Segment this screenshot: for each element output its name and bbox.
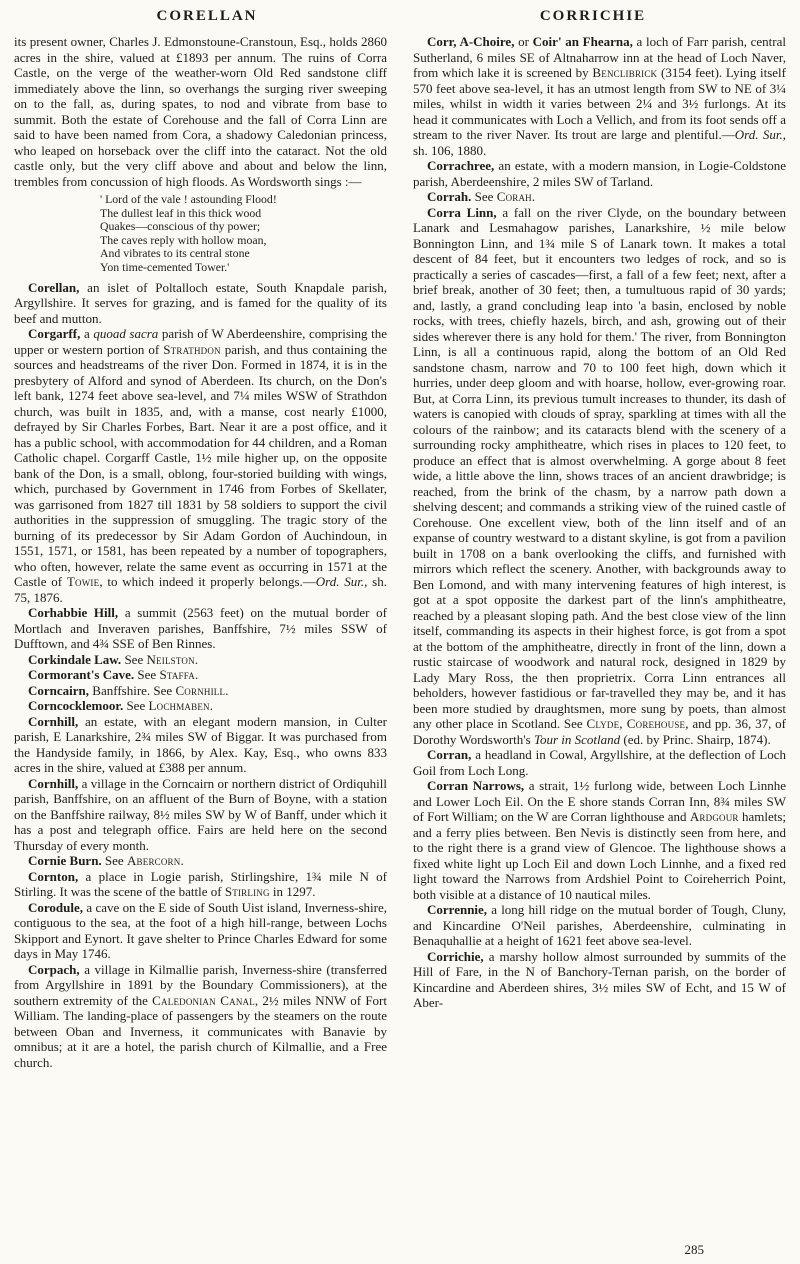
entry-headword: Corr, A-Choire, (427, 34, 515, 49)
cross-reference: Staffa. (159, 667, 199, 683)
entry-text: or (514, 34, 533, 49)
entry-corpach (14, 962, 387, 1071)
verse-line: Yon time-cemented Tower.' (100, 259, 230, 274)
entry-headword: Corra Linn, (427, 204, 497, 220)
entry-corncairn (14, 683, 387, 699)
entry-cornhill-village (14, 776, 387, 854)
left-column (14, 34, 387, 1070)
entry-text: its present owner, Charles J. Edmonstoune-Cranstoun, Esq., holds 2860 acres in the shire, valued at £1893 per annum. The ruins of Corra Castle, on the verge of the weather-worn Old Red sandstone cliff immediately above the linn, so overhangs the surging river sweeping on to the fall, as, during spates, to nod and vibrate from base to summit. Both the estate of Corehouse and the fall of Corra Linn are said to have been named from Cora, a shadowy Caledonian princess, who leaped on horseback over the cliff into the cataract. Not the old castle only, but the very cliff above and about and below the linn, trembles from concussion of high floods. As Wordsworth sings :— (14, 34, 387, 189)
entry-text: See (134, 667, 160, 683)
entry-headword: Corrachree, (427, 158, 495, 173)
entry-text: parish of W Aberdeenshire, comprising the upper or western portion of (14, 326, 388, 357)
entry-headword: Corodule, (28, 899, 84, 915)
cross-reference: Cornhill. (175, 682, 229, 698)
entry-headword: Corhabbie Hill, (28, 605, 119, 621)
entry-continuation (14, 34, 387, 189)
entry-corran-narrows (413, 778, 786, 902)
entry-headword: Coir' an Fhearna, (532, 34, 633, 49)
right-column (413, 34, 786, 1070)
entry-headword: Cornhill, (28, 713, 79, 729)
cross-reference: Lochmaben. (148, 698, 214, 714)
entry-corodule (14, 900, 387, 962)
entry-headword: Corgarff, (28, 326, 81, 342)
entry-citation: Ord. Sur., (734, 127, 786, 142)
entry-headword: Corrennie, (427, 902, 488, 917)
entry-text: a place in Logie parish, Stirlingshire, 1¾ mile N of Stirling. It was the scene of the battle of (14, 868, 387, 900)
entry-headword: Corncocklemoor. (28, 698, 124, 714)
entry-corgarff (14, 326, 387, 605)
verse-line: ' Lord of the vale ! astounding Flood! (100, 192, 277, 206)
entry-text: Banffshire. See (89, 682, 176, 698)
entry-text: See (471, 189, 497, 204)
entry-corrachree (413, 158, 786, 189)
entry-corellan (14, 280, 387, 327)
entry-corran (413, 747, 786, 778)
cross-reference: Strathdon (163, 341, 221, 357)
entry-text: hamlets; and a ferry plies between. Ben Nevis is distinctly seen from here, and to the right there is a grand view of Glencoe. The lighthouse shows a fixed white light up Loch Eil and down Loch Linnhe, and a fixed red light toward the Narrows from Ardshiel Point to Coireherrich Point, both visible at a distance of 10 nautical miles. (413, 809, 786, 902)
text-columns (14, 34, 786, 1070)
entry-text: an estate, with an elegant modern mansion, in Culter parish, E Lanarkshire, 2¾ miles SW of Biggar. It was purchased from the Handyside family, in 1866, by Alex. Kay, Esq., who owns 833 acres in the shire, valued at £388 per annum. (14, 713, 387, 776)
entry-text: a long hill ridge on the mutual border of Tough, Cluny, and Kincardine O'Neil parishes, Aberdeenshire, culminating in Benaquhallie at a height of 1621 feet above sea-level. (413, 902, 786, 948)
verse-line: The dullest leaf in this thick wood (100, 205, 262, 220)
entry-text: in 1297. (269, 884, 316, 900)
entry-headword: Corrichie, (427, 948, 484, 964)
entry-corhabbie-hill (14, 605, 387, 652)
verse-line: And vibrates to its central stone (100, 246, 250, 261)
entry-text: , to which indeed it properly belongs.— (99, 574, 316, 590)
entry-headword: Corrah. (427, 189, 472, 204)
entry-text: , and pp. 36, 37, of Dorothy Wordsworth's (413, 716, 786, 747)
entry-text: a headland in Cowal, Argyllshire, at the deflection of Loch Goil from Loch Long. (413, 747, 786, 778)
entry-text: (ed. by Princ. Shairp, 1874). (620, 731, 771, 747)
entry-text: , 2½ miles NNW of Fort William. The landing-place of passengers by the steamers on the route between Oban and Inverness, it communicates with Banavie by omnibus; at it are a hotel, the parish church of Kilmallie, and a Free church. (14, 992, 387, 1070)
entry-text: a strait, 1½ furlong wide, between Loch Linnhe and Lower Loch Eil. On the E shore stands Corran Inn, 8¾ miles SW of Fort William; on the W are Corran lighthouse and (413, 778, 786, 824)
entry-text: an islet of Poltalloch estate, South Knapdale parish, Argyllshire. It serves for grazing, and is famed for the quality of its beef and mutton. (14, 279, 387, 326)
cross-reference: Benclibrick (592, 65, 658, 80)
entry-cornhill-estate (14, 714, 387, 776)
cross-reference: Clyde, Corehouse (586, 716, 686, 731)
entry-text: See (101, 853, 127, 869)
verse-line: The caves reply with hollow moan, (100, 232, 267, 247)
verse-line: Quakes—conscious of thy power; (100, 219, 261, 234)
entry-text: sh. 75, 1876. (14, 574, 387, 605)
entry-text: an estate, with a modern mansion, in Logie-Coldstone parish, Aberdeenshire, 2 miles SW of Tarland. (413, 158, 786, 189)
verse-quote (100, 193, 387, 275)
entry-headword: Corran, (427, 747, 472, 762)
entry-text: See (121, 651, 147, 667)
entry-text: sh. 106, 1880. (413, 142, 487, 158)
entry-citation: quoad sacra (93, 326, 159, 342)
entry-corrennie (413, 902, 786, 949)
cross-reference: Caledonian Canal (152, 992, 255, 1008)
entry-text: a loch of Farr parish, central Sutherland, 6 miles SE of Altnaharrow inn at the head of Loch Naver, from which lake it is screened by (413, 34, 786, 80)
entry-text: a marshy hollow almost surrounded by summits of the Hill of Fare, in the N of Banchory-Ternan parish, on the border of Kincardine and Aberdeen shires, 3½ miles SW of Echt, and 15 W of Aber- (413, 948, 786, 1010)
entry-headword: Cornhill, (28, 775, 79, 791)
right-column-header: CORRICHIE (539, 8, 647, 24)
entry-headword: Corkindale Law. (28, 651, 122, 667)
cross-reference: Stirling (224, 884, 270, 900)
entry-text: a (80, 326, 94, 342)
entry-corrichie (413, 949, 786, 1011)
entry-corr-a-choire (413, 34, 786, 158)
entry-text: a village in Kilmallie parish, Inverness-shire (transferred from Argyllshire in 1891 by the Boundary Commissioners), at the southern extremity of the (14, 961, 387, 1008)
page-number: 285 (684, 1242, 704, 1257)
entry-text: a village in the Corncairn or northern district of Ordiquhill parish, Banffshire, on an affluent of the Burn of Boyne, with a station on the Banffshire railway, 8½ miles SW by W of Banff, under which it has a post and telegraph office. Fairs are held here on the second Thursday of every month. (14, 775, 387, 853)
cross-reference: Abercorn. (126, 853, 184, 869)
entry-citation: Tour in Scotland (533, 731, 621, 747)
entry-headword: Corran Narrows, (427, 778, 525, 793)
entry-headword: Corellan, (28, 279, 80, 295)
cross-reference: Ardgour (689, 809, 739, 824)
entry-cornton (14, 869, 387, 900)
entry-headword: Corncairn, (28, 682, 90, 698)
entry-corrah (413, 189, 786, 205)
entry-text: See (123, 698, 149, 714)
entry-headword: Cormorant's Cave. (28, 667, 135, 683)
entry-corra-linn (413, 205, 786, 748)
cross-reference: Neilston. (146, 651, 199, 667)
entry-headword: Corpach, (28, 961, 80, 977)
left-column-header: CORELLAN (156, 8, 258, 24)
running-heads (14, 8, 786, 25)
entry-corkindale-law (14, 652, 387, 668)
entry-text: (3154 feet). Lying itself 570 feet above sea-level, it has an utmost length from SW to NE of 3¼ miles, whilst in width it varies between 2¼ and 3½ furlongs. At its head it communicates with Loch a Vellich, and from its foot sends off a stream to the river Naver. Its trout are large and plentiful.— (413, 65, 787, 142)
entry-headword: Cornton, (28, 868, 79, 884)
entry-text: a summit (2563 feet) on the mutual border of Mortlach and Inveraven parishes, Banffshire, 7½ miles SSW of Dufftown, and 4¾ SSE of Ben Rinnes. (14, 605, 387, 652)
cross-reference: Towie (66, 574, 100, 590)
entry-text: a cave on the E side of South Uist island, Inverness-shire, contiguous to the sea, at the foot of a high hill-range, between Lochs Skipport and Eynort. It gave shelter to Prince Charles Edward for some days in May 1746. (14, 899, 387, 962)
entry-corncocklemoor (14, 698, 387, 714)
entry-text: parish, and thus containing the sources and headstreams of the river Don. Formed in 1874, it is in the presbytery of Alford and synod of Aberdeen. Its church, on the Don's left bank, 1274 feet above sea-level, and 7¼ miles WSW of Strathdon church, was built in 1835, and, with a manse, cost nearly £1000, defrayed by Sir Charles Forbes, Bart. Near it are a post office, and it has a public school, with accommodation for 44 children, and a Roman Catholic chapel. Corgarff Castle, 1½ mile higher up, on the opposite bank of the Don, is a small, oblong, four-storied building with wings, which, purchased by Government in 1746 from Forbes of Skellater, was garrisoned from 1827 till 1831 by 58 soldiers to support the civil authorities in the suppression of smuggling. The tragic story of the burning of its predecessor by Sir Adam Gordon of Auchindoun, in 1551, 1571, or 1581, has been repeated by a number of topographers, who often, however, relate the same event as occurring in 1571 at the Castle of (14, 341, 387, 590)
entry-cormorants-cave (14, 667, 387, 683)
entry-citation: Ord. Sur., (315, 574, 368, 590)
cross-reference: Corah. (496, 189, 536, 204)
entry-cornie-burn (14, 853, 387, 869)
entry-text: a fall on the river Clyde, on the boundary between Lanark and Lesmahagow parishes, Lanarkshire, ½ mile below Bonnington Linn, and 1¾ mile S of Lanark town. It makes a total descent of 84 feet, but it encounters two ledges of rock, and so is practically a series of cascades—first, a fall of a few feet; next, after a brief break, another of 30 feet; then, a tumultuous rapid of 30 yards; and, lastly, a grand concluding leap into 'a basin, enclosed by noble rocks, with trees, chiefly hazels, birch, and ash, growing out of their sides wherever there is any hold for them.' The river, from Bonnington Linn, is all a continuous rapid, along the bottom of an Old Red sandstone chasm, narrow and 70 to 100 feet high, down which it hurries, under deep gloom and with hoarse, hollow, ever-growing roar. But, at Corra Linn, its previous tumult increases to thunder, its dash of waters is canopied with clouds of spray, sparkling at times with all the colours of the rainbow; and its cataracts blend with the scenery of a surrounding rocky amphitheatre, which rises in places to 120 feet, to produce an effect that is almost overwhelming. A gorge about 8 feet wide, a little above the linn, shows traces of an ancient drawbridge; is reached, from the brink of the chasm, by a narrow path down a shelving descent; and commands a striking view of the ruined castle of Corehouse. One excellent view, both of the linn itself and of an expanse of country westward to a distant skyline, is got from a pavilion built in 1708 on a bank overlooking the cliffs, and furnished with mirrors which reflect the scenery. Another, with backgrounds away to Ben Lomond, and with many intervening features of high interest, is got at a spot opposite the darkest part of the linn's amphitheatre, reached by a pleasant sloping path. And the best close view of the linn itself, commanding its aspects in their highest force, is got from a spot at the bottom of the amphitheatre, directly in front of the linn, down a rustic staircase of woodwork and natural rock, designed in 1829 by Lady Mary Ross, the then proprietrix. Corra Linn entrances all beholders, however fastidious or far-travelled they may be, and it has been more studied by draughtsmen, more sung by poets, than almost any other place in Scotland. See (413, 204, 787, 731)
entry-headword: Cornie Burn. (28, 853, 102, 869)
